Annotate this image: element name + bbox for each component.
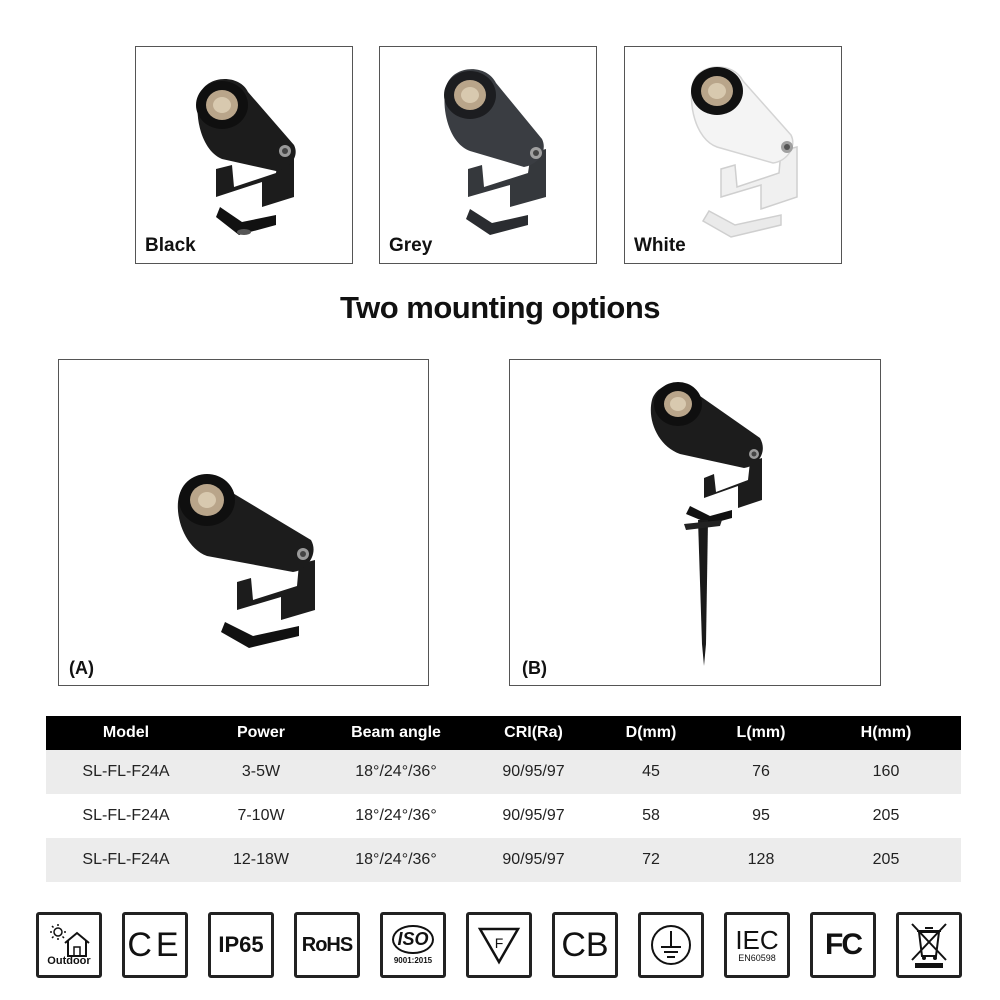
cb-badge	[552, 912, 618, 978]
column-header: Model	[102, 724, 150, 741]
weee-badge	[896, 912, 962, 978]
variant-label: White	[634, 235, 686, 256]
outdoor-badge	[36, 912, 102, 978]
cb-mark: CB	[561, 925, 609, 964]
spotlight-black-image	[136, 47, 352, 263]
table-cell: 76	[752, 763, 770, 780]
table-cell: 7-10W	[237, 807, 285, 824]
table-cell: 18°/24°/36°	[355, 807, 437, 824]
table-cell: 18°/24°/36°	[355, 763, 437, 780]
table-cell: 58	[642, 807, 660, 824]
outdoor-house-icon	[47, 923, 91, 957]
ground-symbol-icon	[648, 922, 694, 968]
column-header: L(mm)	[736, 724, 786, 741]
table-cell: 90/95/97	[502, 807, 565, 824]
table-cell: 128	[747, 851, 775, 868]
rohs-mark: RoHS	[301, 933, 353, 956]
f-mark-badge	[466, 912, 532, 978]
ip65-badge	[208, 912, 274, 978]
iec-standard: EN60598	[738, 953, 776, 963]
outdoor-label: Outdoor	[47, 955, 91, 967]
iso-mark: ISO	[392, 925, 433, 954]
table-cell: 3-5W	[241, 763, 281, 780]
table-cell: SL-FL-F24A	[82, 851, 170, 868]
fcc-badge	[810, 912, 876, 978]
table-header-row	[46, 716, 961, 750]
table-cell: SL-FL-F24A	[82, 763, 170, 780]
iec-mark: IEC	[735, 925, 779, 955]
variant-card-white	[624, 46, 842, 264]
table-cell: 205	[872, 807, 900, 824]
crossed-bin-icon	[906, 920, 952, 970]
iec-badge	[724, 912, 790, 978]
spotlight-white-image	[625, 47, 841, 263]
column-header: H(mm)	[860, 724, 912, 741]
mounting-label: (A)	[69, 658, 94, 678]
ground-badge	[638, 912, 704, 978]
column-header: Power	[236, 724, 285, 741]
certification-badges	[36, 912, 964, 982]
ce-badge	[122, 912, 188, 978]
variant-card-grey	[379, 46, 597, 264]
table-row	[46, 838, 961, 882]
table-row	[46, 794, 961, 838]
variant-card-black	[135, 46, 353, 264]
table-cell: 95	[752, 807, 770, 824]
f-mark: F	[494, 935, 504, 951]
ce-mark: CE	[127, 925, 183, 964]
table-cell: 90/95/97	[502, 851, 565, 868]
table-cell: 72	[642, 851, 660, 868]
table-cell: 18°/24°/36°	[355, 851, 437, 868]
rohs-badge	[294, 912, 360, 978]
spotlight-spike-mount-image	[510, 360, 880, 685]
table-cell: 45	[642, 763, 660, 780]
column-header: Beam angle	[351, 724, 441, 741]
table-row	[46, 750, 961, 794]
table-cell: 90/95/97	[502, 763, 565, 780]
mounting-title: Two mounting options	[339, 290, 660, 325]
spec-table	[46, 716, 961, 882]
table-cell: 160	[872, 763, 900, 780]
spotlight-bracket-mount-image	[59, 360, 428, 685]
mounting-option-b-card	[509, 359, 881, 686]
column-header: CRI(Ra)	[504, 724, 563, 741]
fcc-mark: FC	[825, 928, 861, 961]
table-cell: 12-18W	[232, 851, 290, 868]
mounting-label: (B)	[522, 658, 547, 678]
table-cell: SL-FL-F24A	[82, 807, 170, 824]
variant-label: Grey	[389, 235, 433, 256]
variant-label: Black	[145, 235, 196, 256]
iso-badge	[380, 912, 446, 978]
column-header: D(mm)	[625, 724, 677, 741]
iso-standard: 9001:2015	[393, 956, 433, 965]
spotlight-grey-image	[380, 47, 596, 263]
mounting-option-a-card	[58, 359, 429, 686]
table-cell: 205	[872, 851, 900, 868]
ip65-mark: IP65	[218, 932, 264, 957]
